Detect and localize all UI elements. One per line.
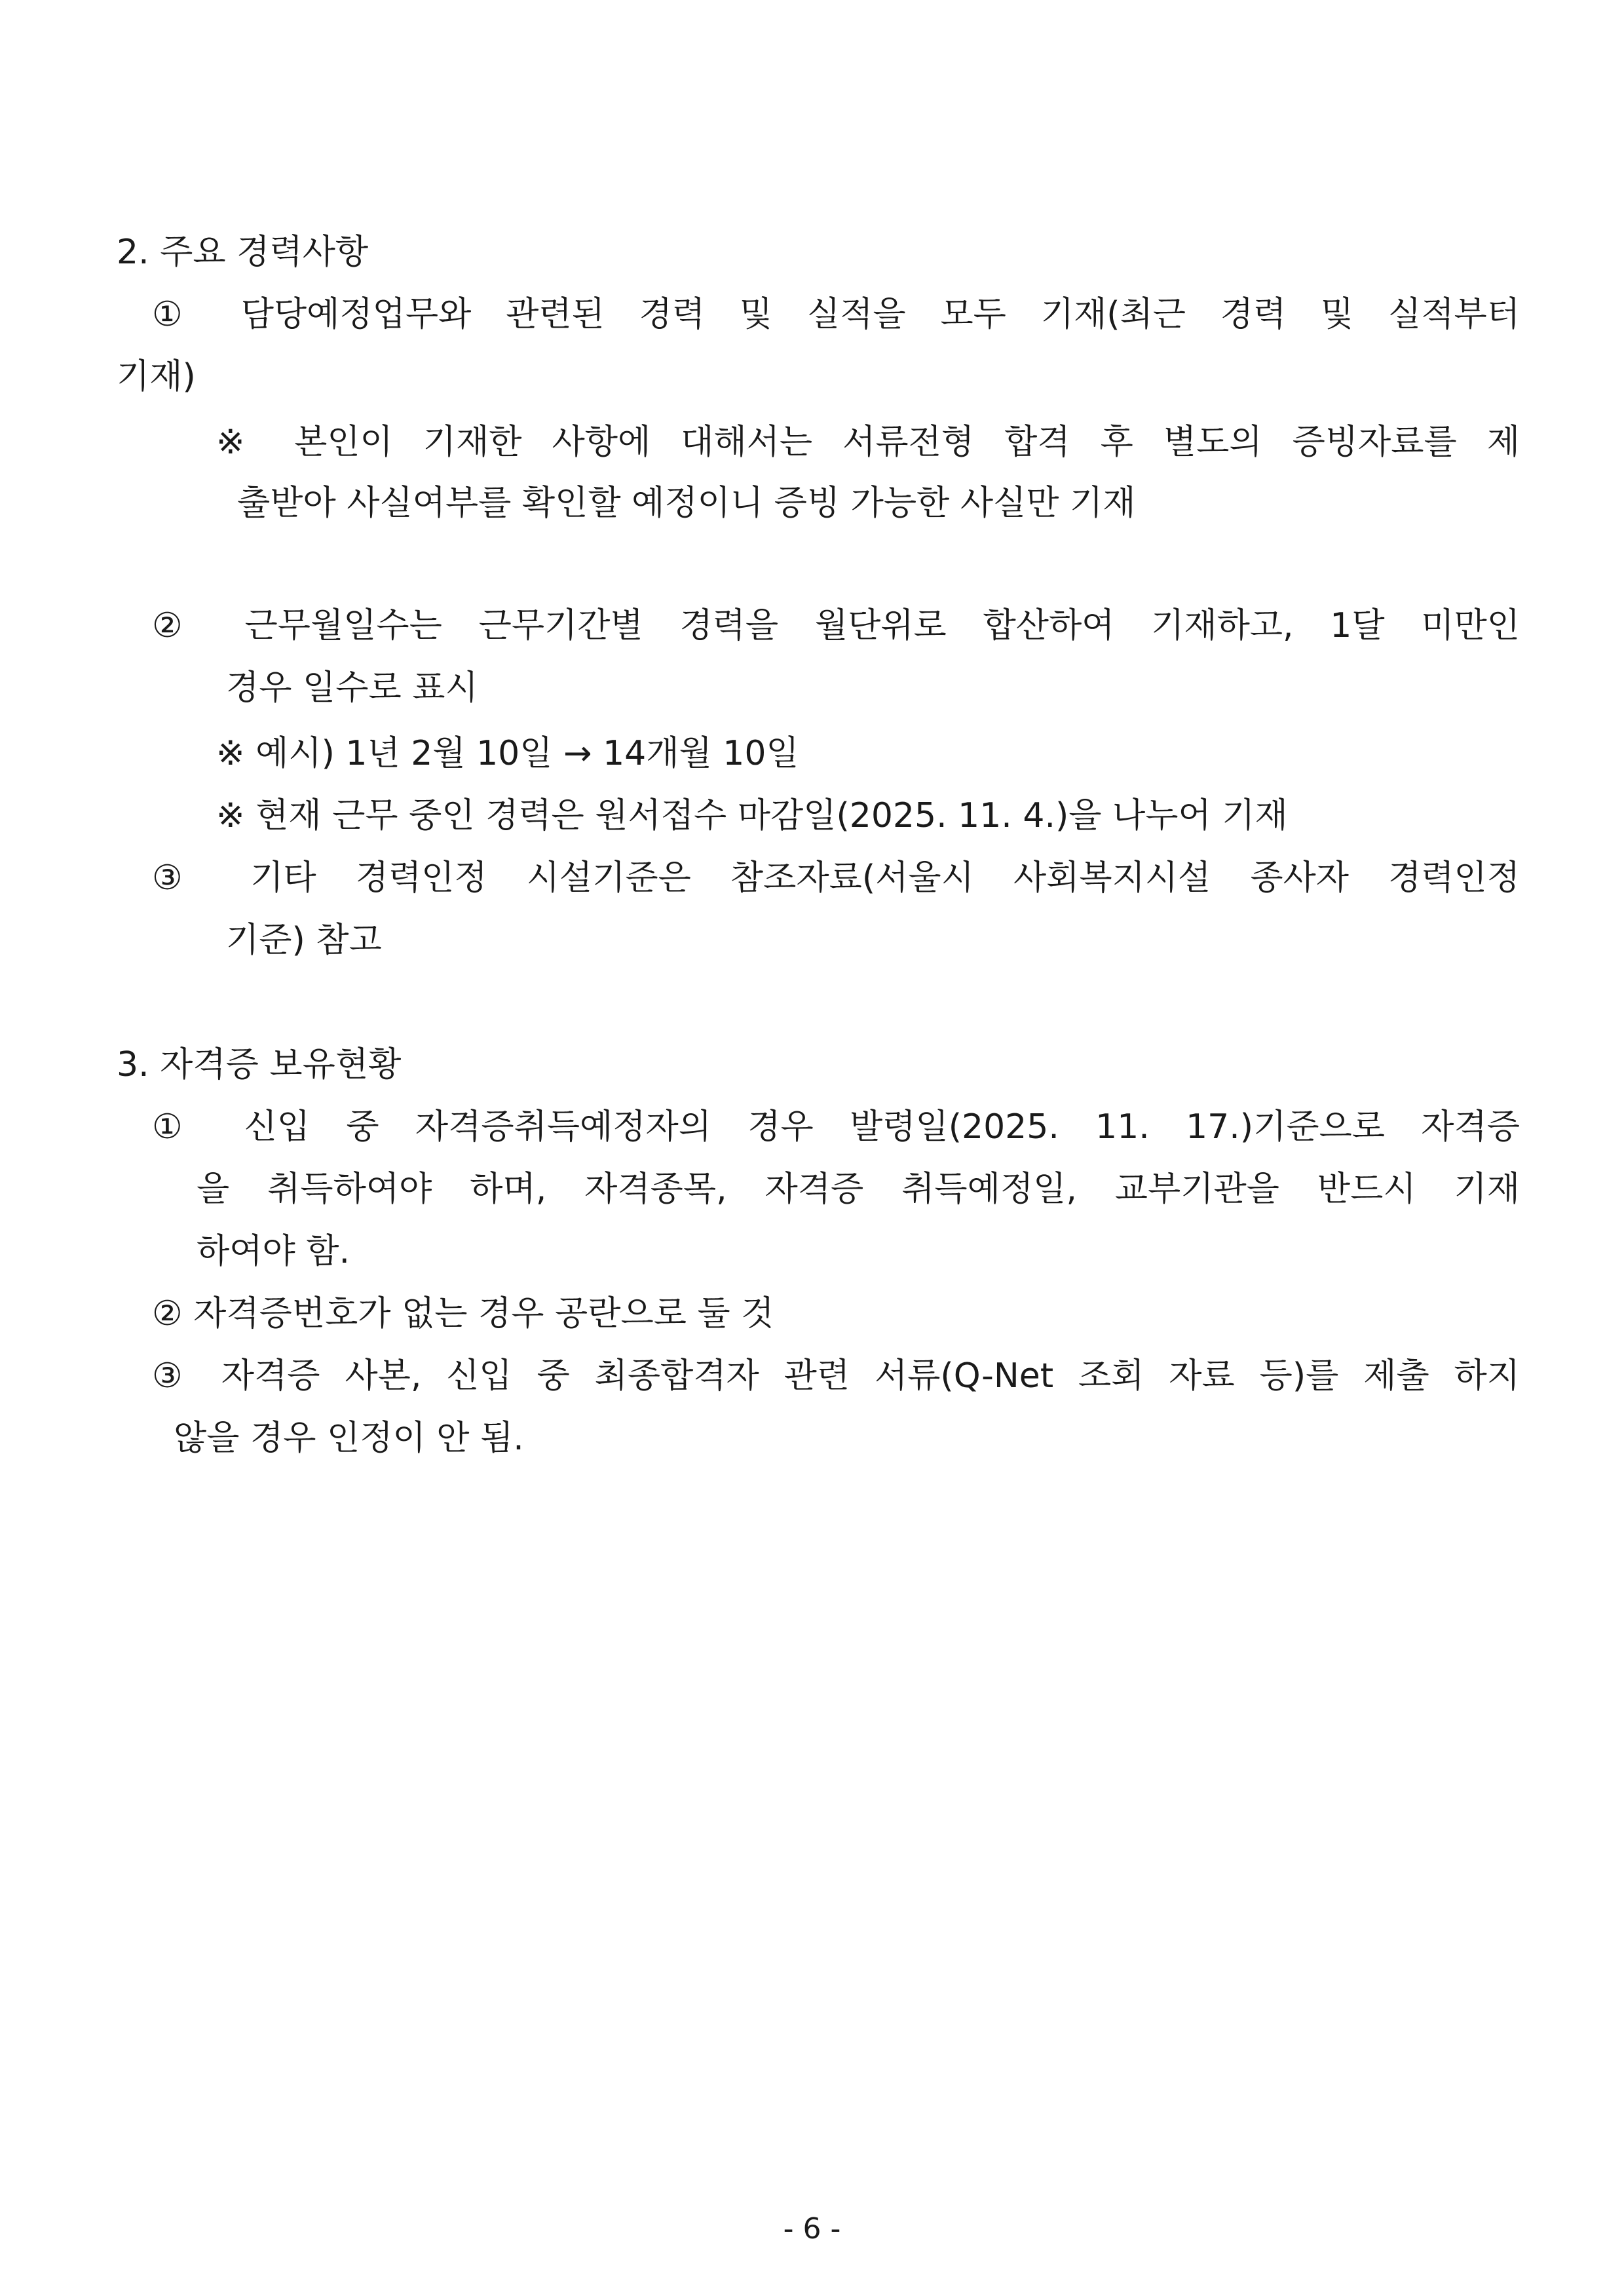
section-3-item-1-line-2: 을 취득하여야 하며, 자격종목, 자격증 취득예정일, 교부기관을 반드시 기재: [197, 1170, 1520, 1209]
section-2-item-2-note-2: ※ 현재 근무 중인 경력은 원서접수 마감일(2025. 11. 4.)을 나누어 기재: [216, 796, 1288, 835]
page-number: - 6 -: [783, 2212, 841, 2246]
section-2-item-1-note-line-2: 출받아 사실여부를 확인할 예정이니 증빙 가능한 사실만 기재: [237, 484, 1136, 523]
section-3-heading: 3. 자격증 보유현황: [117, 1045, 402, 1084]
section-3-item-3-line-2: 않을 경우 인정이 안 됨.: [174, 1419, 524, 1458]
section-2-item-1-line-1: ① 담당예정업무와 관련된 경력 및 실적을 모두 기재(최근 경력 및 실적부터: [152, 295, 1520, 334]
section-2-item-2-line-1: ② 근무월일수는 근무기간별 경력을 월단위로 합산하여 기재하고, 1달 미만인: [152, 606, 1520, 645]
section-2-item-3-line-2: 기준) 참고: [226, 921, 382, 960]
section-3-item-1-line-3: 하여야 함.: [197, 1232, 350, 1271]
section-2-item-2-note-1: ※ 예시) 1년 2월 10일 → 14개월 10일: [216, 734, 799, 773]
section-3-item-3-line-1: ③ 자격증 사본, 신입 중 최종합격자 관련 서류(Q-Net 조회 자료 등)를 제출 하지: [152, 1356, 1520, 1396]
section-3-item-2-line-1: ② 자격증번호가 없는 경우 공란으로 둘 것: [152, 1294, 774, 1333]
section-2-item-1-note-line-1: ※ 본인이 기재한 사항에 대해서는 서류전형 합격 후 별도의 증빙자료를 제: [216, 423, 1520, 462]
section-2-item-1-line-2: 기재): [117, 357, 196, 396]
section-2-heading: 2. 주요 경력사항: [117, 233, 369, 272]
section-2-item-3-line-1: ③ 기타 경력인정 시설기준은 참조자료(서울시 사회복지시설 종사자 경력인정: [152, 858, 1520, 898]
section-3-item-1-line-1: ① 신입 중 자격증취득예정자의 경우 발령일(2025. 11. 17.)기준으로 자격증: [152, 1107, 1520, 1147]
section-2-item-2-line-2: 경우 일수로 표시: [226, 668, 478, 708]
